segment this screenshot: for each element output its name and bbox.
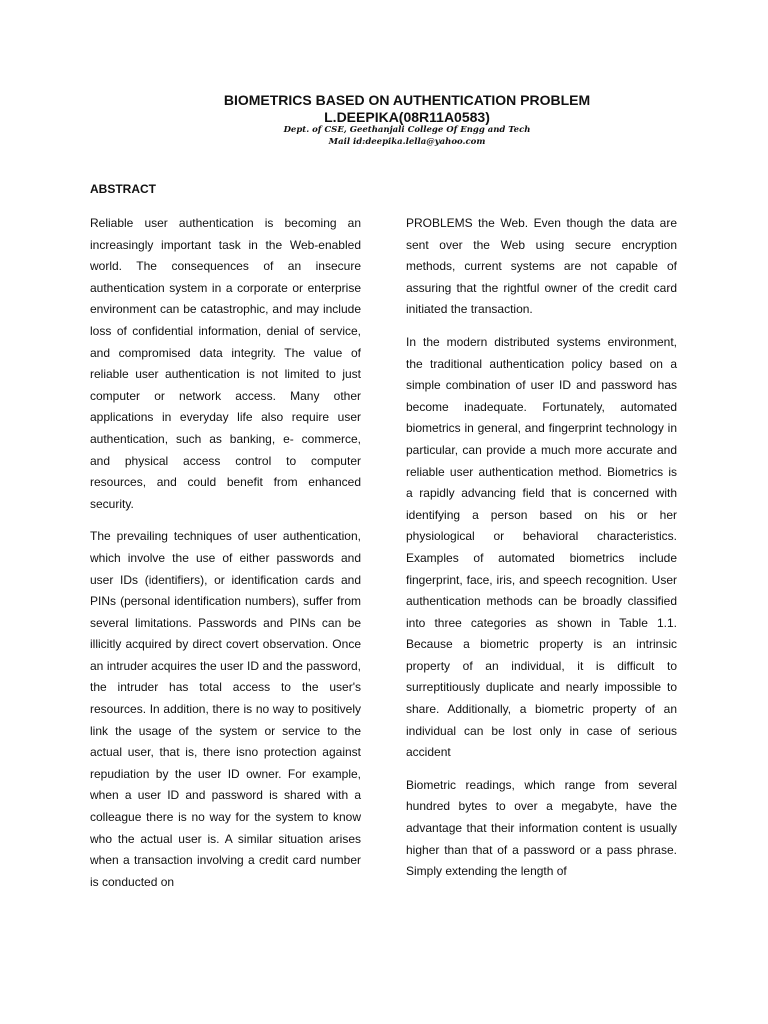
author-affiliation: Dept. of CSE, Geethanjali College Of Engg and Tech xyxy=(283,125,531,135)
paper-title: BIOMETRICS BASED ON AUTHENTICATION PROBLEM xyxy=(223,92,591,108)
paragraph: The prevailing techniques of user authentication, which involve the use of either passwords and user IDs (identifiers), or identification cards and PINs (personal identification numbers), suffer from several limitations. Passwords and PINs can be illicitly acquired by direct covert observation. Once an intruder acquires the user ID and the password, the intruder has total access to the user's resources. In addition, there is no way to positively link the usage of the system or service to the actual user, that is, there isno protection against repudiation by the user ID owner. For example, when a user ID and password is shared with a colleague there is no way for the system to know who the actual user is. A similar situation arises when a transaction involving a credit card number is conducted on xyxy=(90,529,361,889)
paragraph: Biometric readings, which range from several hundred bytes to over a megabyte, have the advantage that their information content is usually higher than that of a password or a pass phrase. Simply extending the length of xyxy=(406,777,677,879)
author-name: L.DEEPIKA(08R11A0583) xyxy=(324,109,490,125)
author-email: Mail id:deepika.lella@yahoo.com xyxy=(328,137,486,147)
right-column xyxy=(406,213,677,894)
abstract-heading: ABSTRACT xyxy=(90,182,156,196)
left-column xyxy=(90,213,361,904)
paragraph: PROBLEMS the Web. Even though the data are sent over the Web using secure encryption methods, current systems are not capable of assuring that the rightful owner of the credit card initiated the transaction. xyxy=(406,216,677,317)
paragraph: In the modern distributed systems environment, the traditional authentication policy based on a simple combination of user ID and password has become inadequate. Fortunately, automated biometrics in general, and fingerprint technology in particular, can provide a much more accurate and reliable user authentication method. Biometrics is a rapidly advancing field that is concerned with identifying a person based on his or her physiological or behavioral characteristics. Examples of automated biometrics include fingerprint, face, iris, and speech recognition. User authentication methods can be broadly classified into three categories as shown in Table 1.1. Because a biometric property is an intrinsic property of an individual, it is difficult to surreptitiously duplicate and nearly impossible to share. Additionally, a biometric property of an individual can be lost only in case of serious accident xyxy=(406,334,677,760)
paragraph: Reliable user authentication is becoming an increasingly important task in the Web-enabled world. The consequences of an insecure authentication system in a corporate or enterprise environment can be catastrophic, and may include loss of confidential information, denial of service, and compromised data integrity. The value of reliable user authentication is not limited to just computer or network access. Many other applications in everyday life also require user authentication, such as banking, e- commerce, and physical access control to computer resources, and could benefit from enhanced security. xyxy=(90,216,361,511)
